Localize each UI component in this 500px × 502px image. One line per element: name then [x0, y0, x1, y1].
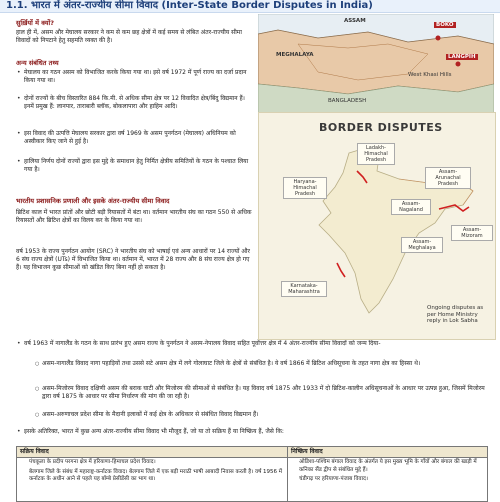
langpih-label: LANGPIH [448, 54, 476, 60]
why-in-news-text: हाल ही में, असम और मेघालय सरकार ने कम से कम छह क्षेत्रों में कई समय से लंबित अंतर-राज्यीय सीमा विवादों को निपटाने हेतु सहमति व्यक्त की है। [16, 29, 242, 45]
other-disputes-intro: • इसके अतिरिक्त, भारत में कुछ अन्य अंतर-राज्यीय सीमा विवाद भी मौजूद हैं, जो या तो सक्रिय हैं या निष्क्रिय हैं, जैसे कि: [24, 428, 484, 436]
assam-meghalaya-map [258, 14, 494, 114]
page-title: 1.1. भारत में अंतर-राज्यीय सीमा विवाद (Inter-State Border Disputes in India) [6, 0, 373, 11]
admin-system-text-2: वर्ष 1953 के राज्य पुनर्गठन आयोग (SRC) ने भारतीय संघ को भाषाई एवं अन्य आधारों पर 14 राज्यों और 6 संघ राज्य क्षेत्रों (UTs) में विभाजित किया था। वर्तमान में, भारत में 28 राज्य और 8 संघ राज्य क्षेत्र हो गए हैं। यह विभाजन कुछ सीमाओं को खंडित किए बिना नहीं हो सकता है। [16, 248, 250, 272]
assam-mizoram-item: ○ असम-मिजोरम विवाद दक्षिणी असम की बराक घाटी और मिजोरम की सीमाओं से संबंधित है। यह विवाद वर्ष 1875 और 1933 में दो ब्रिटिश-कालीन अधिसूचनाओं के आधार पर उत्पन्न हुआ, जिसमें मिजोरम द्वारा वर्ष 1875 के आधार पर सीमा निर्धारण की मांग की जा रही है। [42, 385, 486, 401]
assam-meghalaya-map-graphic [258, 14, 494, 114]
table-divider [287, 447, 288, 501]
meghalaya-label: MEGHALAYA [276, 52, 314, 58]
inactive-disputes-header: निष्क्रिय विवाद [288, 447, 487, 458]
west-khasi-hills-label: West Khasi Hills [408, 72, 452, 78]
ladakh-himachal-callout: Ladakh-Himachal Pradesh [357, 143, 395, 165]
admin-system-text-1: ब्रिटिश काल में भारत प्रांतों और छोटी बड़ी रियासतों में बंटा था। वर्तमान भारतीय संघ का गठन 550 से अधिक रियासतों और ब्रिटिश क्षेत्रों का विलय कर के किया गया था। [16, 209, 252, 225]
assam-meghalaya-callout: Assam-Meghalaya [401, 237, 443, 253]
assam-arunachal-item: ○ असम-अरुणाचल प्रदेश सीमा के मैदानी इलाकों में कई क्षेत्र के अधिकार से संबंधित विवाद विद्यमान हैं। [42, 411, 486, 419]
active-disputes-header: सक्रिय विवाद [17, 447, 287, 458]
table-row [291, 459, 485, 484]
fact-bullet-2: • दोनों राज्यों के बीच विस्तारित 884 कि.मी. से अधिक सीमा क्षेत्र पर 12 विवादित क्षेत्र/बिंदु विद्यमान हैं। इनमें प्रमुख हैं: लानपार, ताराबारी ब्लॉक, बोकलापारा और हाहिम आदि। [24, 95, 252, 111]
active-dispute-1: पंचकूला के प्रदीप परगना क्षेत्र में हरियाणा-हिमाचल प्रदेश विवाद। [29, 459, 156, 465]
disputes-table [16, 446, 488, 502]
assam-nagaland-callout: Assam-Nagaland [391, 199, 431, 215]
bangladesh-label: BANGLADESH [328, 98, 367, 104]
boko-label: BOKO [436, 22, 454, 28]
why-in-news-heading: सुर्ख़ियों में क्यों? [16, 19, 54, 27]
fact-bullet-1: • मेघालय का गठन असम को विभाजित करके किया गया था। इसे वर्ष 1972 में पूर्ण राज्य का दर्जा प्रदान किया गया था। [24, 69, 252, 85]
table-row [21, 459, 285, 484]
admin-system-heading: भारतीय प्रशासनिक प्रणाली और इसके अंतर-राज्यीय सीमा विवाद [16, 197, 170, 205]
border-disputes-map [258, 112, 496, 340]
assam-label: ASSAM [344, 18, 366, 24]
assam-reorg-bullet: • वर्ष 1963 में नागालैंड के गठन के साथ प्रारंभ हुए असम राज्य के पुनर्गठन ने असम-नेपालय विवाद सहित पूर्वोत्तर क्षेत्र में 4 अंतर-राज्यीय सीमा विवादों को जन्म दिया- [24, 340, 484, 348]
inactive-dispute-2: चंडीगढ़ पर हरियाणा-पंजाब विवाद। [299, 476, 369, 482]
map-note: Ongoing disputes as per Home Ministry reply in Lok Sabha [427, 305, 484, 324]
assam-mizoram-callout: Assam-Mizoram [451, 225, 493, 241]
page-header [0, 0, 500, 13]
karnataka-maharashtra-callout: Karnataka-Maharashtra [281, 281, 327, 297]
assam-arunachal-callout: Assam-Arunachal Pradesh [425, 167, 471, 189]
active-dispute-2: बेलगाम जिले के संबंध में महाराष्ट्र-कर्नाटक विवाद। बेलगाम जिले में एक बड़ी मराठी भाषी आबादी निवास करती है। वर्ष 1956 में कर्नाटक के अधीन आने से पहले यह बॉम्बे प्रेसीडेंसी का भाग था। [29, 468, 283, 482]
fact-bullet-3: • इस विवाद की उत्पत्ति मेघालय सरकार द्वारा वर्ष 1969 के असम पुनर्गठन (मेघालय) अधिनियम को अस्वीकार किए जाने से हुई है। [24, 130, 252, 146]
related-facts-heading: अन्य संबंधित तथ्य [16, 59, 59, 67]
border-disputes-title: BORDER DISPUTES [319, 121, 443, 134]
inactive-dispute-1: ओडिशा-पश्चिम बंगाल विवाद के अंतर्गत ये इस मुख्य भूमि के गाँवों और बंगाल की खाड़ी में कनिका सैंड द्वीप से संबंधित मुद्दे हैं। [299, 459, 477, 473]
fact-bullet-4: • हालिया निर्णय दोनों राज्यों द्वारा इस मुद्दे के समाधान हेतु निर्मित क्षेत्रीय समितियों के गठन के पश्चात लिया गया है। [24, 158, 252, 174]
haryana-himachal-callout: Haryana-Himachal Pradesh [283, 177, 327, 199]
assam-nagaland-item: ○ असम-नागालैंड विवाद नागा पहाड़ियों तथा उससे सटे असम क्षेत्र में लगे गोलाघाट जिले के क्षेत्रों से संबंधित है। ये वर्ष 1866 में ब्रिटिश अधिसूचना के तहत नागा क्षेत्र का हिस्सा थे। [42, 360, 486, 368]
